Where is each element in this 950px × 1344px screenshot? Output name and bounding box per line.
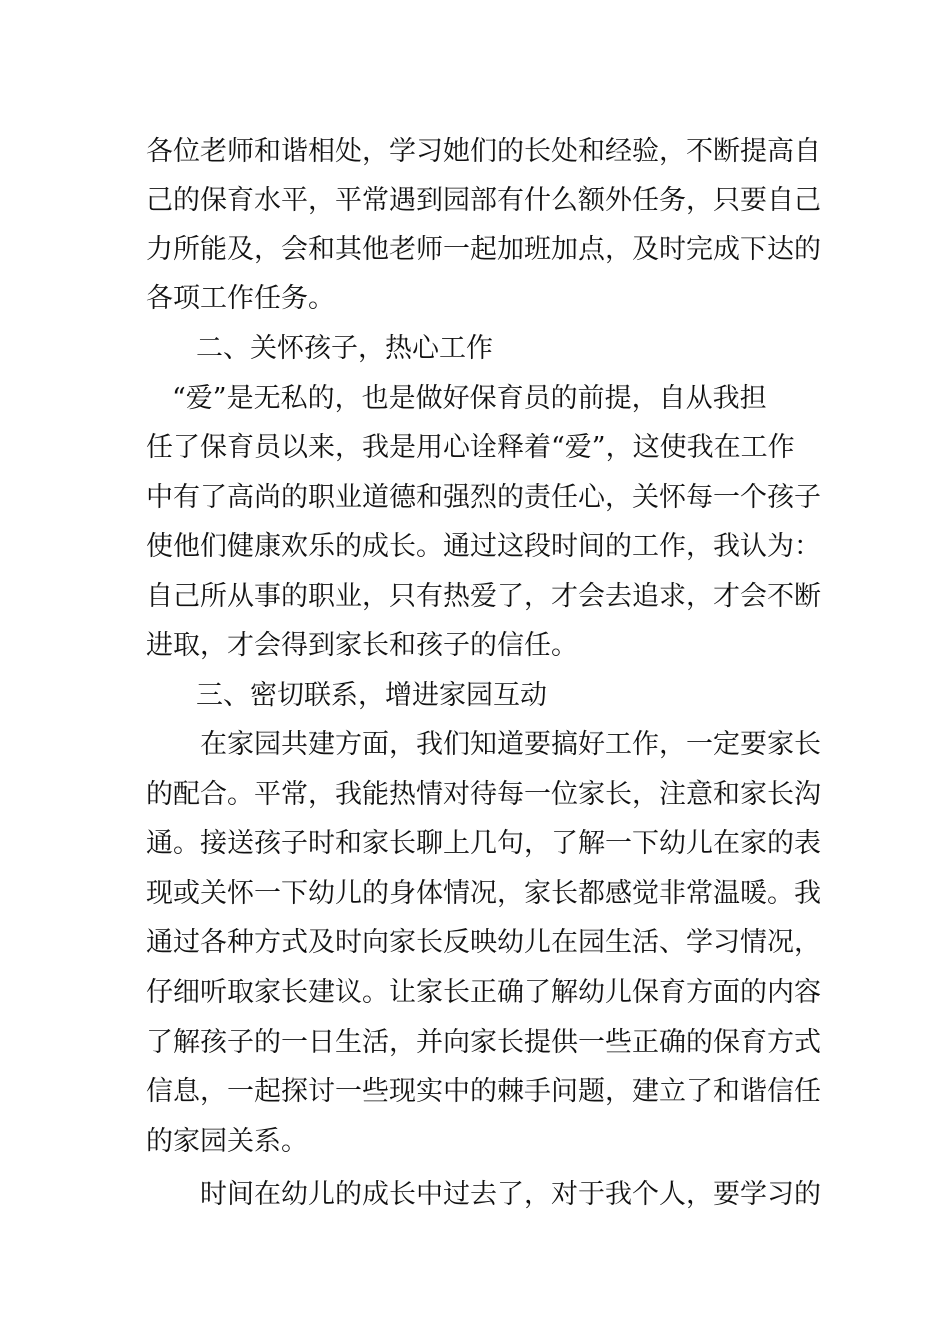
section-heading-text: 二、关怀孩子，热心工作 (196, 333, 493, 364)
text-line-content: 仔细听取家长建议。让家长正确了解幼儿保育方面的内容 (146, 977, 821, 1008)
text-line-content: 各项工作任务。 (146, 283, 335, 314)
text-line (0, 473, 950, 523)
text-line-content: 任了保育员以来，我是用心诠释着“爱”，这使我在工作 (146, 432, 795, 463)
text-line-content: 现或关怀一下幼儿的身体情况，家长都感觉非常温暖。我 (146, 878, 821, 909)
text-line (0, 127, 950, 177)
text-line-content: 通。接送孩子时和家长聊上几句，了解一下幼儿在家的表 (146, 828, 821, 859)
text-line-content: 时间在幼儿的成长中过去了，对于我个人，要学习的 (200, 1179, 821, 1210)
text-line (0, 1018, 950, 1068)
text-line-content: 中有了高尚的职业道德和强烈的责任心，关怀每一个孩子 (146, 482, 821, 513)
text-line (0, 374, 950, 424)
text-line-content: 在家园共建方面，我们知道要搞好工作，一定要家长 (200, 729, 821, 760)
text-line-content: 了解孩子的一日生活，并向家长提供一些正确的保育方式 (146, 1027, 821, 1058)
text-line-content: 通过各种方式及时向家长反映幼儿在园生活、学习情况， (146, 927, 821, 958)
text-line (0, 770, 950, 820)
section-heading-text: 三、密切联系，增进家园互动 (196, 680, 547, 711)
text-line-content: 使他们健康欢乐的成长。通过这段时间的工作，我认为： (146, 531, 821, 562)
text-line (0, 522, 950, 572)
text-line (0, 225, 950, 275)
text-line (0, 274, 950, 324)
text-line (0, 572, 950, 622)
text-line (0, 1067, 950, 1117)
text-line-content: 的家园关系。 (146, 1126, 308, 1157)
text-line-content: 力所能及，会和其他老师一起加班加点，及时完成下达的 (146, 234, 821, 265)
text-line (0, 176, 950, 226)
text-line (0, 1170, 950, 1220)
text-line-content: 自己所从事的职业，只有热爱了，才会去追求，才会不断 (146, 581, 821, 612)
text-line (0, 621, 950, 671)
text-line-content: 信息，一起探讨一些现实中的棘手问题，建立了和谐信任 (146, 1076, 821, 1107)
text-line (0, 423, 950, 473)
text-line-content: 进取，才会得到家长和孩子的信任。 (146, 630, 578, 661)
text-line-content: “爱”是无私的，也是做好保育员的前提，自从我担 (172, 383, 767, 414)
text-line-content: 己的保育水平，平常遇到园部有什么额外任务，只要自己 (146, 185, 821, 216)
text-line-content: 的配合。平常，我能热情对待每一位家长，注意和家长沟 (146, 779, 821, 810)
section-heading (0, 671, 950, 721)
section-heading (0, 324, 950, 374)
text-line (0, 968, 950, 1018)
text-line (0, 869, 950, 919)
text-line (0, 1117, 950, 1167)
text-line (0, 720, 950, 770)
text-line (0, 918, 950, 968)
text-line (0, 819, 950, 869)
text-line-content: 各位老师和谐相处，学习她们的长处和经验，不断提高自 (146, 136, 821, 167)
